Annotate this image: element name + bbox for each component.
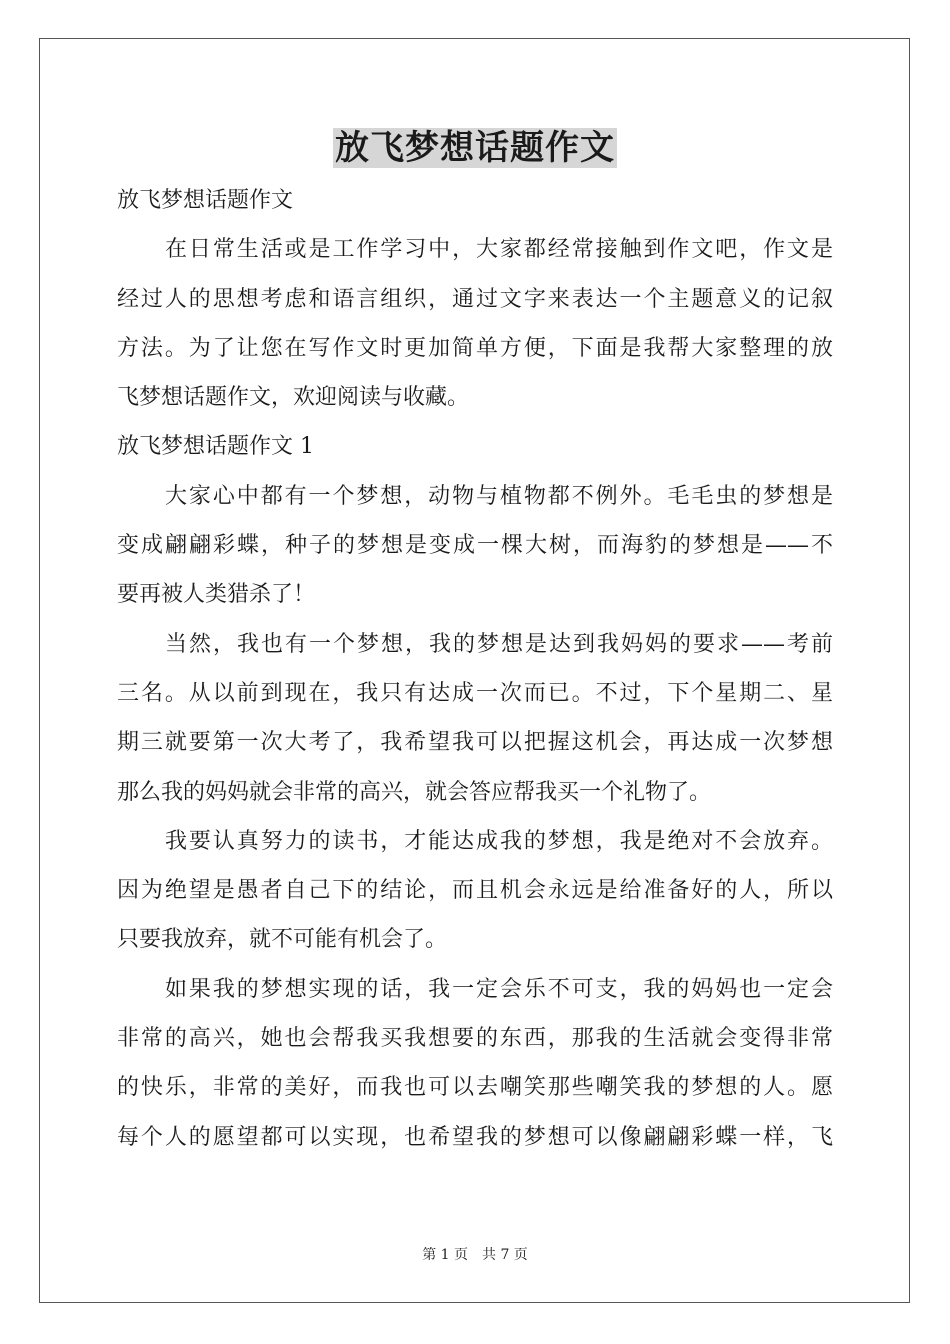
page-footer	[0, 1245, 950, 1265]
subtitle: 放飞梦想话题作文	[117, 188, 294, 213]
paragraph-3	[117, 817, 833, 965]
paragraph-line: 经过人的思想考虑和语言组织，通过文字来表达一个主题意义的记叙	[117, 286, 833, 312]
paragraph-line: 那么我的妈妈就会非常的高兴，就会答应帮我买一个礼物了。	[117, 779, 712, 805]
section-heading: 放飞梦想话题作文 1	[117, 434, 314, 460]
page-total: 共 7 页	[482, 1247, 528, 1263]
paragraph-1	[117, 472, 833, 620]
intro-paragraph	[117, 225, 833, 422]
paragraph-line: 非常的高兴，她也会帮我买我想要的东西，那我的生活就会变得非常	[117, 1026, 833, 1052]
paragraph-line: 的快乐，非常的美好，而我也可以去嘲笑那些嘲笑我的梦想的人。愿	[117, 1075, 833, 1101]
paragraph-2	[117, 620, 833, 817]
paragraph-line: 因为绝望是愚者自己下的结论，而且机会永远是给准备好的人，所以	[117, 878, 833, 904]
page-number: 第 1 页	[422, 1247, 468, 1263]
paragraph-line: 只要我放弃，就不可能有机会了。	[117, 927, 448, 953]
paragraph-line: 当然，我也有一个梦想，我的梦想是达到我妈妈的要求——考前	[165, 631, 833, 657]
paragraph-line: 三名。从以前到现在，我只有达成一次而已。不过，下个星期二、星	[117, 680, 833, 706]
document-title-text: 放飞梦想话题作文	[335, 128, 615, 168]
paragraph-line: 大家心中都有一个梦想，动物与植物都不例外。毛毛虫的梦想是	[165, 483, 833, 509]
paragraph-line: 飞梦想话题作文，欢迎阅读与收藏。	[117, 385, 470, 411]
paragraph-line: 方法。为了让您在写作文时更加简单方便，下面是我帮大家整理的放	[117, 335, 833, 361]
paragraph-line: 每个人的愿望都可以实现，也希望我的梦想可以像翩翩彩蝶一样，飞	[117, 1124, 833, 1150]
paragraph-line: 我要认真努力的读书，才能达成我的梦想，我是绝对不会放弃。	[165, 828, 833, 854]
paragraph-line: 期三就要第一次大考了，我希望我可以把握这机会，再达成一次梦想	[117, 730, 833, 756]
paragraph-line: 要再被人类猎杀了！	[117, 582, 316, 608]
document-title	[0, 124, 950, 172]
document-body	[117, 176, 833, 1162]
paragraph-4	[117, 965, 833, 1162]
paragraph-line: 在日常生活或是工作学习中，大家都经常接触到作文吧，作文是	[165, 237, 833, 263]
paragraph-line: 变成翩翩彩蝶，种子的梦想是变成一棵大树，而海豹的梦想是——不	[117, 533, 833, 559]
paragraph-line: 如果我的梦想实现的话，我一定会乐不可支，我的妈妈也一定会	[165, 976, 833, 1002]
